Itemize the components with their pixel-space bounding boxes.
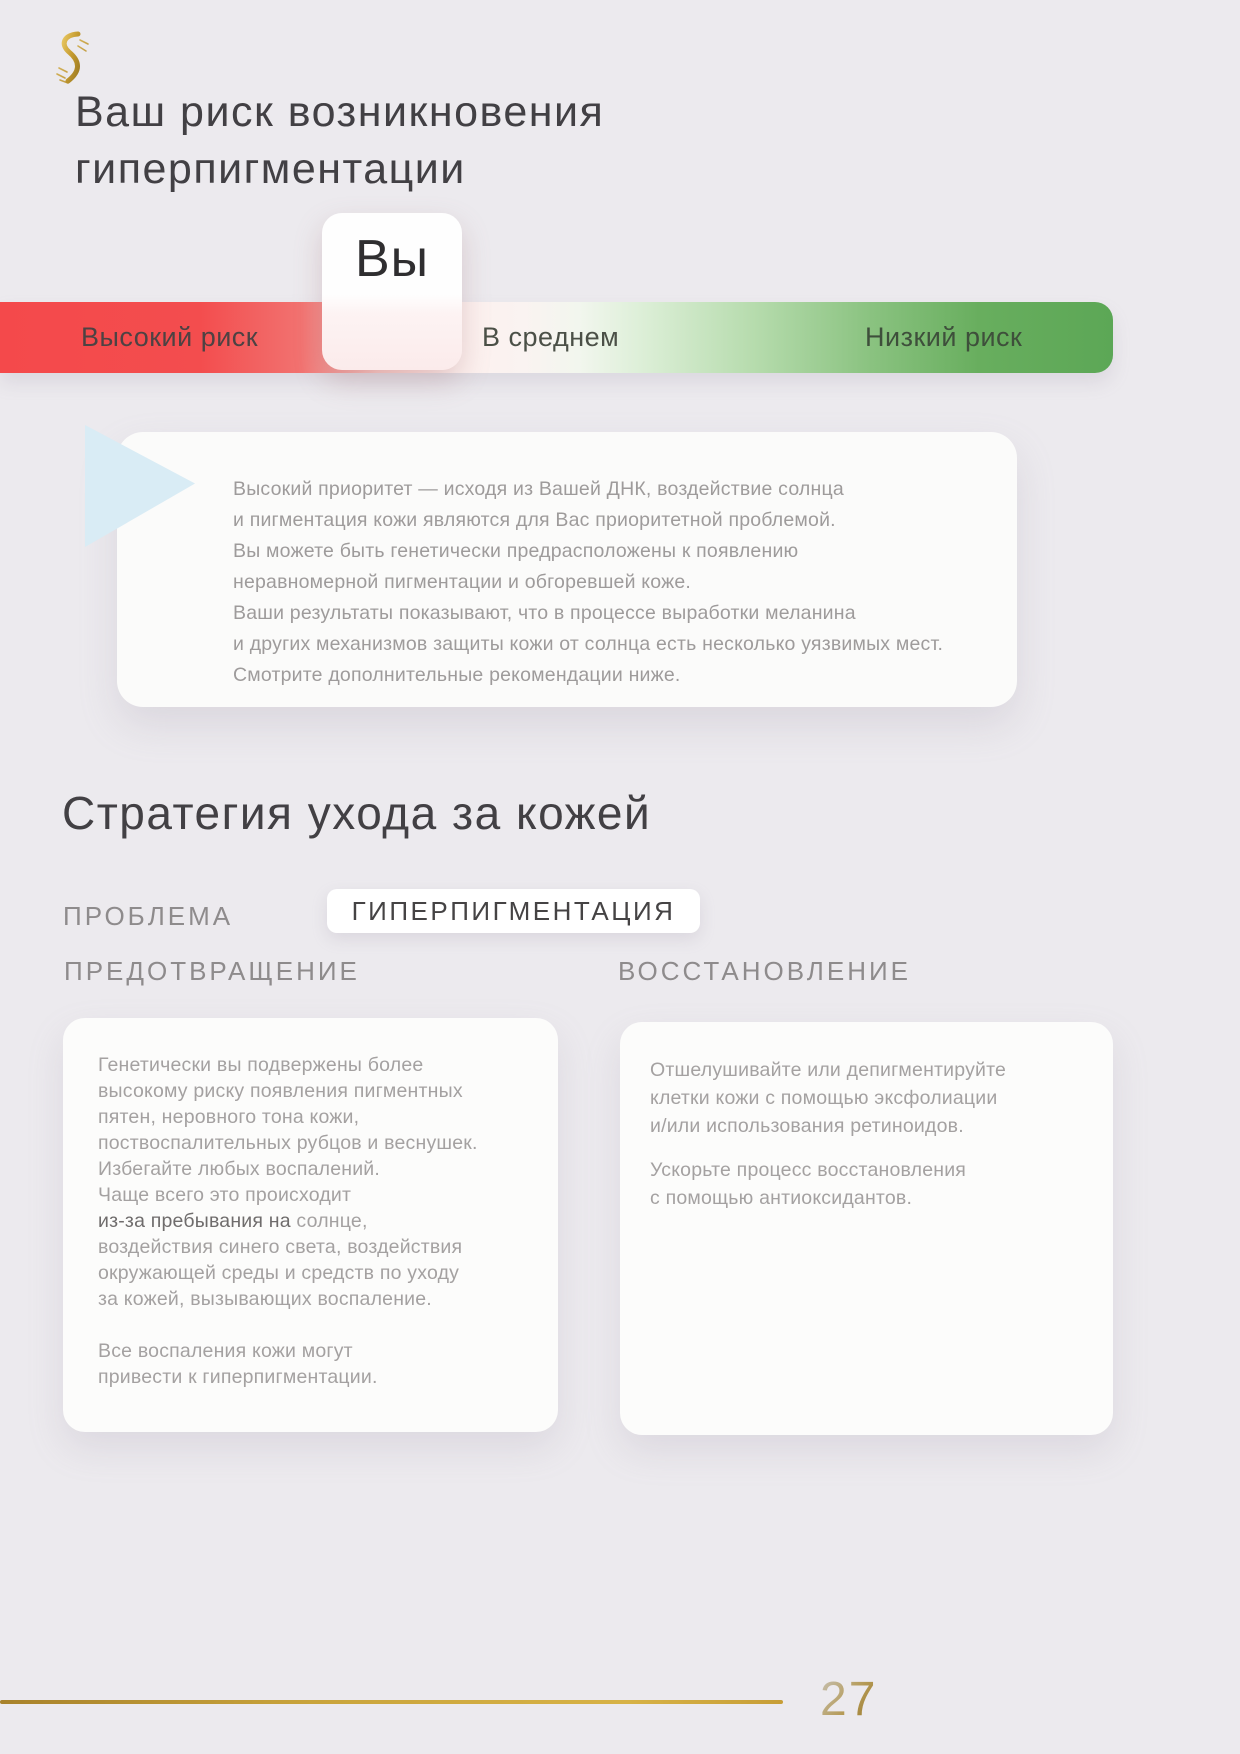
recovery-line: с помощью антиоксидантов. <box>650 1187 913 1209</box>
risk-label-high: Высокий риск <box>81 322 259 352</box>
prevention-line: окружающей среды и средств по уходу <box>98 1262 460 1284</box>
prevention-line: Все воспаления кожи могут <box>98 1340 353 1362</box>
summary-line: Ваши результаты показывают, что в процессе выработки меланина <box>233 602 856 624</box>
you-marker-label: Вы <box>354 230 430 288</box>
prevention-line: Чаще всего это происходит <box>98 1184 352 1206</box>
page-title <box>75 84 604 198</box>
prevention-line: пятен, неровного тона кожи, <box>98 1106 360 1128</box>
recovery-line: Отшелушивайте или депигментируйте <box>650 1059 1007 1081</box>
prevention-emphasis-rest: солнце, <box>290 1210 368 1232</box>
prevention-line: высокому риску появления пигментных <box>98 1080 463 1102</box>
prevention-emphasis: из-за пребывания на <box>98 1210 291 1232</box>
recovery-text <box>620 1022 1113 1212</box>
recovery-card <box>620 1022 1113 1435</box>
risk-label-medium: В среднем <box>482 322 620 352</box>
page-title-line1: Ваш риск возникновения <box>75 88 605 136</box>
strategy-heading: Стратегия ухода за кожей <box>62 787 652 839</box>
recovery-line: клетки кожи с помощью эксфолиации <box>650 1087 998 1109</box>
risk-gradient-bar <box>0 302 1113 373</box>
recovery-line: Ускорьте процесс восстановления <box>650 1159 967 1181</box>
prevention-text <box>63 1018 558 1390</box>
summary-line: неравномерной пигментации и обгоревшей коже. <box>233 571 691 593</box>
you-marker <box>322 213 462 370</box>
problem-value-pill: ГИПЕРПИГМЕНТАЦИЯ <box>327 889 700 933</box>
prevention-line: воздействия синего света, воздействия <box>98 1236 463 1258</box>
risk-label-low: Низкий риск <box>865 322 1023 352</box>
prevention-label: ПРЕДОТВРАЩЕНИЕ <box>64 956 360 986</box>
prevention-line: Избегайте любых воспалений. <box>98 1158 381 1180</box>
page-title-line2: гиперпигментации <box>75 145 466 193</box>
summary-line: Вы можете быть генетически предрасположены к появлению <box>233 540 799 562</box>
summary-line: и других механизмов защиты кожи от солнца есть несколько уязвимых мест. <box>233 633 944 655</box>
summary-text <box>117 432 1017 691</box>
problem-label: ПРОБЛЕМА <box>63 901 234 931</box>
recovery-line: и/или использования ретиноидов. <box>650 1115 964 1137</box>
page-number: 27 <box>820 1673 878 1726</box>
paragraph-spacer <box>98 1312 536 1338</box>
prevention-line: поствоспалительных рубцов и веснушек. <box>98 1132 478 1154</box>
recovery-label: ВОССТАНОВЛЕНИЕ <box>618 956 912 986</box>
prevention-card <box>63 1018 558 1432</box>
summary-line: Высокий приоритет — исходя из Вашей ДНК, воздействие солнца <box>233 478 844 500</box>
prevention-line: за кожей, вызывающих воспаление. <box>98 1288 432 1310</box>
dna-logo-icon <box>50 30 94 88</box>
prevention-line: привести к гиперпигментации. <box>98 1366 378 1388</box>
summary-card <box>117 432 1017 707</box>
footer-divider <box>0 1700 783 1704</box>
summary-line: и пигментация кожи являются для Вас приоритетной проблемой. <box>233 509 836 531</box>
paragraph-spacer <box>650 1140 1091 1156</box>
summary-line: Смотрите дополнительные рекомендации ниже. <box>233 664 681 686</box>
prevention-line-emphasized <box>98 1208 536 1234</box>
prevention-line: Генетически вы подвержены более <box>98 1054 424 1076</box>
